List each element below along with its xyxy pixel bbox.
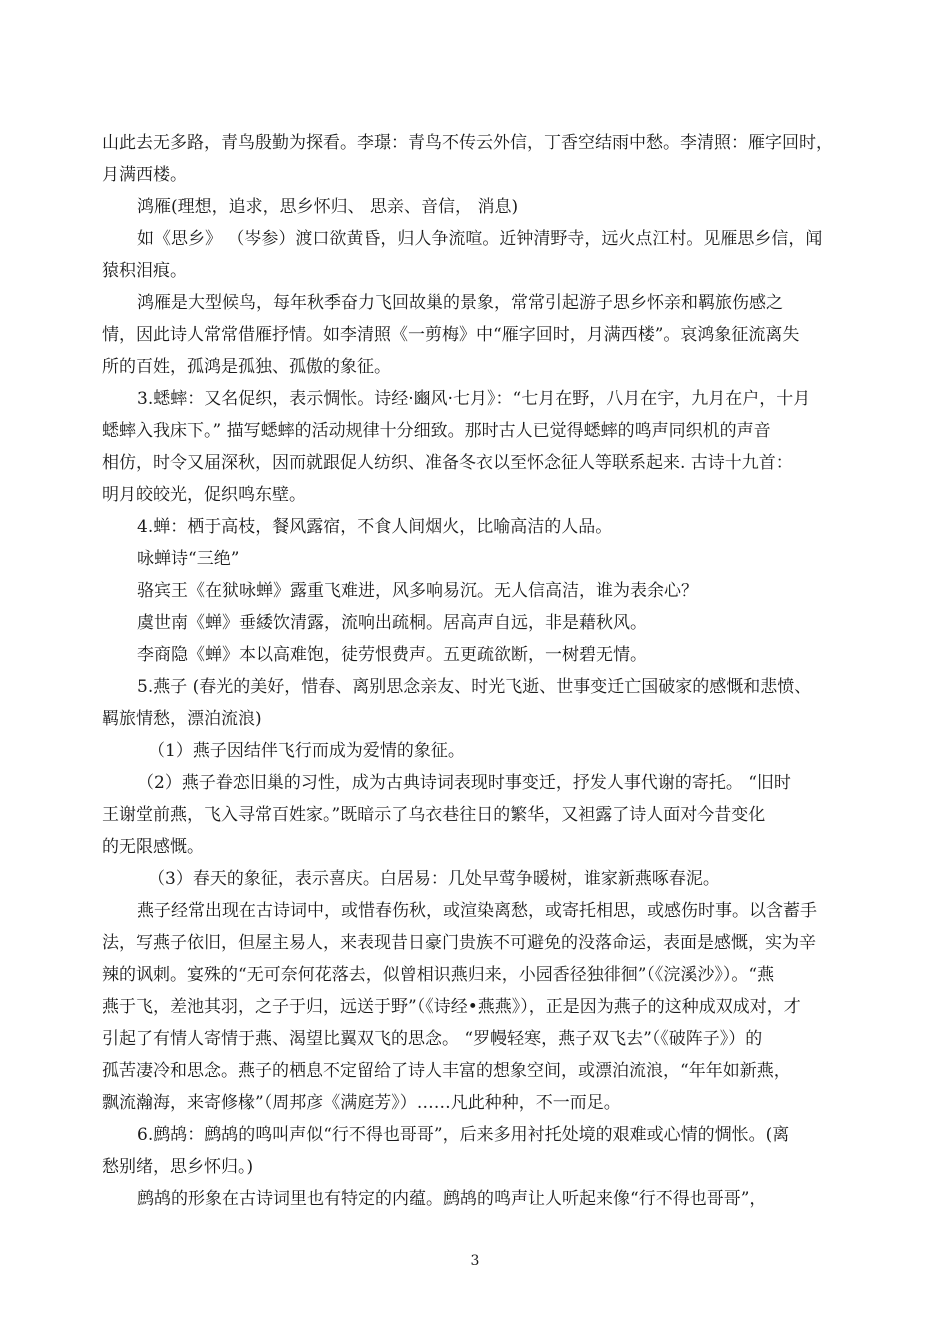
text-line: 辣的讽刺。宴殊的“无可奈何花落去，似曾相识燕归来，小园香径独徘徊”（《浣溪沙》）。“燕	[102, 965, 775, 985]
text-line: 孤苦凄冷和思念。燕子的栖息不定留给了诗人丰富的想象空间，或漂泊流浪，“年年如新燕，	[102, 1061, 791, 1081]
text-line: 羁旅情愁，漂泊流浪)	[102, 709, 262, 729]
text-line: 鸿雁(理想，追求，思乡怀归、 思亲、音信， 消息)	[137, 197, 519, 217]
text-line: 法，写燕子依旧，但屋主易人，来表现昔日豪门贵族不可避免的没落命运，表面是感慨，实为辛	[102, 933, 816, 953]
page-number: 3	[470, 1253, 480, 1269]
text-line: 虞世南《蝉》垂緌饮清露，流响出疏桐。居高声自远，非是藉秋风。	[137, 613, 647, 633]
text-line: 蟋蟀入我床下。” 描写蟋蟀的活动规律十分细致。那时古人已觉得蟋蟀的鸣声同织机的声音	[102, 421, 771, 441]
text-line: （3）春天的象征，表示喜庆。白居易：几处早莺争暖树，谁家新燕啄春泥。	[148, 869, 720, 889]
text-line: 骆宾王《在狱咏蝉》露重飞难进，风多响易沉。无人信高洁，谁为表余心？	[137, 581, 698, 601]
text-line: （1）燕子因结伴飞行而成为爱情的象征。	[148, 741, 465, 761]
text-line: 燕子经常出现在古诗词中，或惜春伤秋，或渲染离愁，或寄托相思，或感伤时事。以含蓄手	[137, 901, 817, 921]
text-line: 猿积泪痕。	[102, 261, 187, 281]
text-line: 飘流瀚海，来寄修椽”（周邦彦《满庭芳》）……凡此种种，不一而足。	[102, 1093, 621, 1113]
text-line: 4.蝉：栖于高枝，餐风露宿，不食人间烟火，比喻高洁的人品。	[137, 517, 613, 537]
text-line: 愁别绪，思乡怀归。)	[102, 1157, 254, 1177]
text-line: 燕于飞，差池其羽，之子于归，远送于野”（《诗经•燕燕》），正是因为燕子的这种成双成对，才	[102, 997, 801, 1017]
text-line: 引起了有情人寄情于燕、渴望比翼双飞的思念。 “罗幔轻寒，燕子双飞去”（《破阵子》）的	[102, 1029, 763, 1049]
text-line: （2）燕子眷恋旧巢的习性，成为古典诗词表现时事变迁，抒发人事代谢的寄托。 “旧时	[137, 773, 791, 793]
text-line: 鹧鸪的形象在古诗词里也有特定的内蕴。鹧鸪的鸣声让人听起来像“行不得也哥哥”，	[137, 1189, 767, 1209]
text-line: 山此去无多路，青鸟殷勤为探看。李璟：青鸟不传云外信，丁香空结雨中愁。李清照：雁字回时，	[102, 133, 833, 153]
text-line: 3.蟋蟀：又名促织，表示惆怅。诗经·豳风·七月》：“七月在野，八月在宇，九月在户，十月	[137, 389, 811, 409]
text-line: 咏蝉诗“三绝”	[137, 549, 240, 569]
text-line: 王谢堂前燕，飞入寻常百姓家。”既暗示了乌衣巷往日的繁华，又袒露了诗人面对今昔变化	[102, 805, 766, 825]
text-line: 6.鹧鸪：鹧鸪的鸣叫声似“行不得也哥哥”，后来多用衬托处境的艰难或心情的惆怅。(离	[137, 1125, 790, 1145]
text-line: 情，因此诗人常常借雁抒情。如李清照《一剪梅》中“雁字回时，月满西楼”。哀鸿象征流离失	[102, 325, 800, 345]
text-line: 明月皎皎光，促织鸣东壁。	[102, 485, 306, 505]
text-line: 的无限感慨。	[102, 837, 204, 857]
text-line: 相仿，时令又届深秋，因而就跟促人纺织、准备冬衣以至怀念征人等联系起来. 古诗十九首：	[102, 453, 793, 473]
text-line: 月满西楼。	[102, 165, 187, 185]
text-line: 5.燕子 (春光的美好，惜春、离别思念亲友、时光飞逝、世事变迁亡国破家的感慨和悲愤、	[137, 677, 812, 697]
text-line: 如《思乡》 （岑参）渡口欲黄昏，归人争流喧。近钟清野寺，远火点江村。见雁思乡信，闻	[137, 229, 823, 249]
text-line: 所的百姓，孤鸿是孤独、孤傲的象征。	[102, 357, 391, 377]
text-line: 李商隐《蝉》本以高难饱，徒劳恨费声。五更疏欲断，一树碧无情。	[137, 645, 647, 665]
text-line: 鸿雁是大型候鸟，每年秋季奋力飞回故巢的景象，常常引起游子思乡怀亲和羁旅伤感之	[137, 293, 783, 313]
